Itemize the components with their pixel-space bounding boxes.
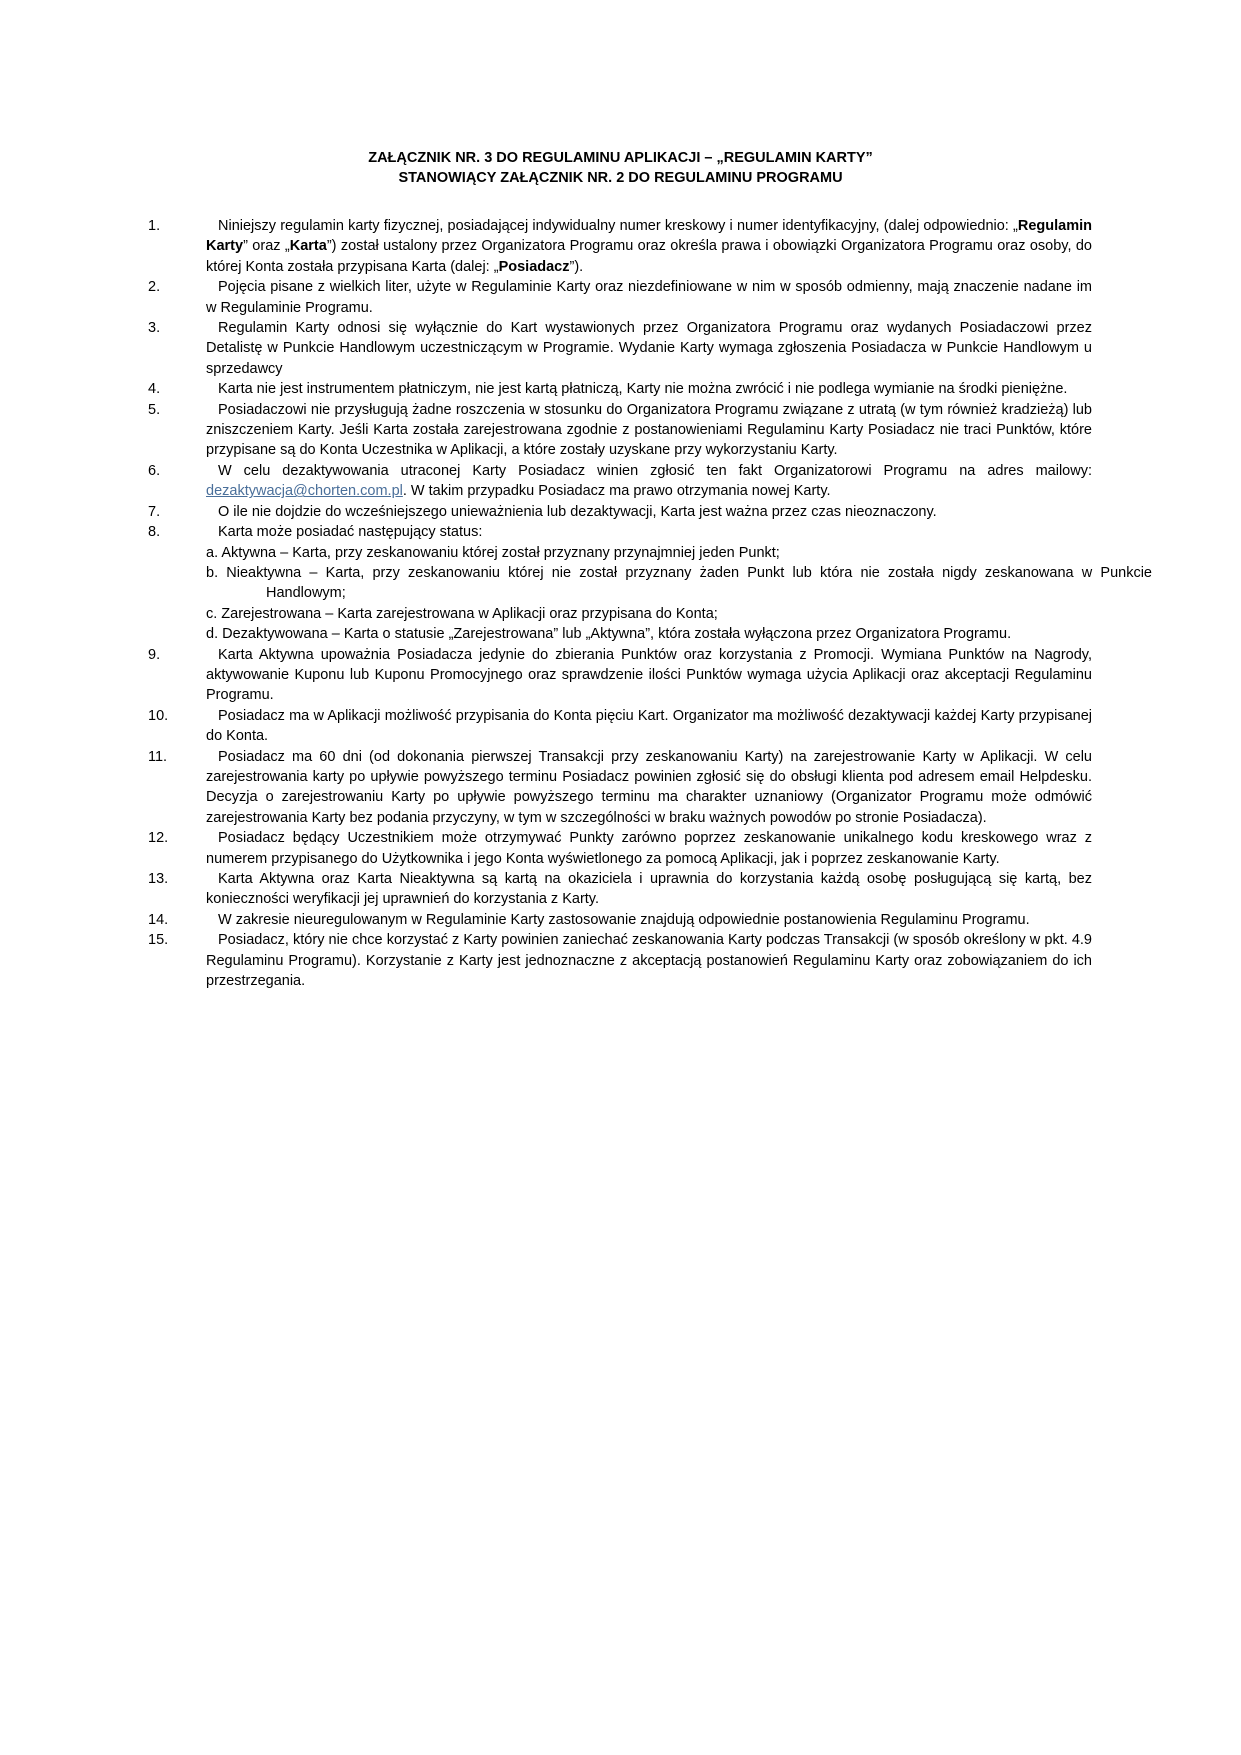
item-number: 14. xyxy=(148,911,169,928)
status-item: d. Dezaktywowana – Karta o statusie „Zarejestrowana” lub „Aktywna”, która została wyłączona przez Organizatora Programu. xyxy=(206,626,1012,643)
item-text: Niniejszy regulamin karty fizycznej, posiadającej indywidualny numer kreskowy i numer identyfikacyjny, (dalej odpowiednio: „Regulamin Karty” oraz „Karta”) został ustalony przez Organizatora Programu oraz określa prawa i obowiązki Organizatora Programu oraz osoby, do której Konta została przypisana Karta (dalej: „Posiadacz”). xyxy=(206,218,1092,275)
list-item xyxy=(148,277,1092,318)
list-item xyxy=(148,747,1092,829)
list-item xyxy=(148,645,1092,706)
item-text: Posiadacz ma 60 dni (od dokonania pierwszej Transakcji przy zeskanowaniu Karty) na zarejestrowanie Karty w Aplikacji. W celu zarejestrowania karty po upływie powyższego terminu Posiadacz powinien zgłosić się do obsługi klienta pod adresem email Helpdesku. Decyzja o zarejestrowaniu Karty po upływie powyższego terminu ma charakter uznaniowy (Organizator Programu może odmówić zarejestrowania Karty bez podania przyczyny, w tym w szczególności w braku ważnych powodów po stronie Posiadacza). xyxy=(206,748,1092,826)
item-number: 11. xyxy=(148,748,168,765)
item-number: 2. xyxy=(148,279,161,296)
item-number: 1. xyxy=(148,218,161,234)
item-number: 4. xyxy=(148,381,161,398)
status-item: a. Aktywna – Karta, przy zeskanowaniu której został przyznany przynajmniej jeden Punkt; xyxy=(206,544,780,561)
regulation-list xyxy=(148,216,1152,991)
list-item xyxy=(148,318,1092,379)
item-number: 13. xyxy=(148,871,169,887)
item-number: 12. xyxy=(148,830,169,847)
item-text: W zakresie nieuregulowanym w Regulaminie Karty zastosowanie znajdują odpowiednie postanowienia Regulaminu Programu. xyxy=(218,911,1030,928)
list-item xyxy=(148,869,1092,910)
item-number: 15. xyxy=(148,932,169,949)
item-text: Karta może posiadać następujący status: xyxy=(218,524,483,541)
item-text: Posiadaczowi nie przysługują żadne roszczenia w stosunku do Organizatora Programu związane z utratą (w tym również kradzieżą) lub zniszczeniem Karty. Jeśli Karta została zarejestrowana zgodnie z postanowieniami Regulaminu Karty Posiadacz nie traci Punktów, które przypisane są do Konta Uczestnika w Aplikacji, a które zostały uzyskane przy wykorzystaniu Karty. xyxy=(206,401,1092,459)
list-item xyxy=(148,706,1092,747)
item-text: O ile nie dojdzie do wcześniejszego unieważnienia lub dezaktywacji, Karta jest ważna przez czas nieoznaczony. xyxy=(218,503,937,520)
list-item xyxy=(148,930,1092,991)
status-item: b. Nieaktywna – Karta, przy zeskanowaniu której nie został przyznany żaden Punkt lub która nie została nigdy zeskanowana w Punkcie Handlowym; xyxy=(206,564,1152,602)
list-item xyxy=(148,400,1092,461)
item-text: Karta nie jest instrumentem płatniczym, nie jest kartą płatniczą, Karty nie można zwrócić i nie podlega wymianie na środki pieniężne. xyxy=(218,381,1068,398)
list-item xyxy=(148,216,1092,277)
item-text: Karta Aktywna oraz Karta Nieaktywna są kartą na okaziciela i uprawnia do korzystania każdą osobę posługującą się kartą, bez konieczności weryfikacji jej uprawnień do korzystania z Karty. xyxy=(206,871,1092,908)
item-text: Posiadacz będący Uczestnikiem może otrzymywać Punkty zarówno poprzez zeskanowanie unikalnego kodu kreskowego wraz z numerem przypisanego do Użytkownika i jego Konta wyświetlonego za pomocą Aplikacji, jak i poprzez zeskanowanie Karty. xyxy=(206,830,1092,867)
item-text: W celu dezaktywowania utraconej Karty Posiadacz winien zgłosić ten fakt Organizatorowi Programu na adres mailowy: dezaktywacja@chorten.com.pl. W takim przypadku Posiadacz ma prawo otrzymania nowej Karty. xyxy=(206,462,1092,500)
item-text: Pojęcia pisane z wielkich liter, użyte w Regulaminie Karty oraz niezdefiniowane w nim w sposób odmienny, mają znaczenie nadane im w Regulaminie Programu. xyxy=(206,279,1092,316)
list-item xyxy=(148,502,1092,522)
item-number: 9. xyxy=(148,646,161,663)
item-number: 5. xyxy=(148,401,161,418)
item-text: Regulamin Karty odnosi się wyłącznie do Kart wystawionych przez Organizatora Programu oraz wydanych Posiadaczowi przez Detalistę w Punkcie Handlowym uczestniczącym w Programie. Wydanie Karty wymaga zgłoszenia Posiadacza w Punkcie Handlowym u sprzedawcy xyxy=(206,320,1092,377)
list-item xyxy=(148,910,1092,930)
email-link[interactable]: dezaktywacja@chorten.com.pl xyxy=(206,483,403,500)
status-item: c. Zarejestrowana – Karta zarejestrowana w Aplikacji oraz przypisana do Konta; xyxy=(206,605,718,622)
item-number: 8. xyxy=(148,524,161,541)
item-text: Posiadacz ma w Aplikacji możliwość przypisania do Konta pięciu Kart. Organizator ma możliwość dezaktywacji każdej Karty przypisanej do Konta. xyxy=(206,707,1092,745)
item-number: 7. xyxy=(148,503,161,520)
item-text: Posiadacz, który nie chce korzystać z Karty powinien zaniechać zeskanowania Karty podczas Transakcji (w sposób określony w pkt. 4.9 Regulaminu Programu). Korzystanie z Karty jest jednoznaczne z akceptacją postanowień Regulaminu Karty oraz zobowiązaniem do ich przestrzegania. xyxy=(206,932,1092,990)
item-number: 3. xyxy=(148,320,161,337)
list-item xyxy=(148,522,1092,542)
item-text: Karta Aktywna upoważnia Posiadacza jedynie do zbierania Punktów oraz korzystania z Promocji. Wymiana Punktów na Nagrody, aktywowanie Kuponu lub Kuponu Promocyjnego oraz sprawdzenie ilości Punktów wymaga użycia Aplikacji oraz akceptacji Regulaminu Programu. xyxy=(206,646,1092,704)
document-title xyxy=(0,148,1241,188)
list-item xyxy=(148,461,1092,502)
list-item xyxy=(148,828,1092,869)
title-line-2: STANOWIĄCY ZAŁĄCZNIK NR. 2 DO REGULAMINU PROGRAMU xyxy=(398,170,843,186)
title-line-1: ZAŁĄCZNIK NR. 3 DO REGULAMINU APLIKACJI – „REGULAMIN KARTY” xyxy=(368,150,873,166)
item-number: 10. xyxy=(148,707,169,724)
list-item xyxy=(148,379,1092,399)
item-number: 6. xyxy=(148,462,161,479)
